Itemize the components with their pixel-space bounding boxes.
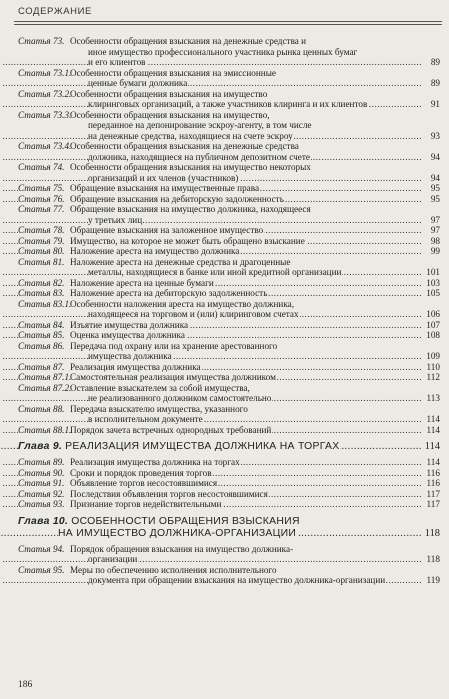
toc-line (18, 478, 440, 489)
toc-entry-label: Статья 86. (18, 340, 65, 351)
toc-entry-label: Статья 75. (18, 183, 65, 193)
toc-entry-title: и его клиентов (88, 57, 146, 67)
toc-entry (18, 478, 440, 489)
toc-line (18, 544, 440, 555)
toc-entry-title: Особенности обращения взыскания на имущество (70, 88, 268, 99)
toc-entry-title: организации (88, 554, 138, 564)
toc-entry-label: Статья 85. (18, 330, 65, 340)
toc-line (18, 299, 440, 310)
toc-entry-label: Статья 76. (18, 193, 65, 204)
toc-entry-title: Объявление торгов несостоявшимися (70, 478, 218, 488)
toc-entry (18, 425, 440, 436)
page-number: 186 (18, 680, 33, 690)
toc-entry-label: Статья 74. (18, 162, 65, 172)
toc-entry (18, 204, 440, 225)
toc-entry-title: Особенности обращения взыскания на денежные средства и (70, 36, 307, 46)
toc-line (18, 183, 440, 194)
toc-entry-label: Статья 73.4. (18, 141, 72, 151)
toc-entry-label: Статья 87.2. (18, 382, 72, 393)
toc-page-number: 101 (426, 267, 440, 277)
toc-line (18, 351, 440, 362)
toc-entry-title: Наложение ареста на дебиторскую задолженность (70, 288, 268, 298)
toc-entry-label: Статья 88.1. (18, 424, 72, 435)
toc-entry-label: Статья 95. (18, 564, 65, 575)
toc-entry (18, 404, 440, 425)
toc-entry (18, 341, 440, 362)
toc-entry-title: Порядок зачета встречных однородных требований (70, 424, 272, 435)
toc-page-number: 108 (426, 330, 440, 340)
toc-line (18, 362, 440, 373)
toc-entry (18, 320, 440, 331)
toc-entry-title: РЕАЛИЗАЦИЯ ИМУЩЕСТВА ДОЛЖНИКА НА ТОРГАХ (65, 441, 340, 452)
toc-page-number: 99 (430, 246, 440, 256)
toc-entry-label: Статья 73.3. (18, 109, 72, 120)
toc-entry-title: Признание торгов недействительными (70, 499, 222, 509)
toc-page-number: 116 (426, 478, 440, 488)
toc-entry-title: Особенности наложения ареста на имущество должника, (70, 298, 295, 309)
toc-line (18, 57, 440, 68)
toc-line (18, 554, 440, 565)
toc-entry-label: Глава 9. (18, 441, 63, 452)
toc-entry (18, 278, 440, 289)
toc-entry-title: Оценка имущества должника (70, 330, 185, 340)
toc-entry-title: ОСОБЕННОСТИ ОБРАЩЕНИЯ ВЗЫСКАНИЯ (71, 515, 300, 527)
toc-page-number: 94 (430, 151, 440, 162)
header-rule-top (14, 21, 442, 22)
toc-entry-label: Статья 84. (18, 319, 65, 330)
toc-entry-title: Реализация имущества должника на торгах (70, 457, 240, 467)
toc-line (18, 236, 440, 247)
toc-entry (18, 110, 440, 142)
toc-entry-title: переданное на депонирование эскроу-агенту, в том числе (88, 120, 312, 130)
toc-line (18, 414, 440, 425)
table-of-contents (18, 36, 440, 586)
toc-entry (18, 372, 440, 383)
toc-line (18, 120, 440, 131)
toc-entry-title: документа при обращении взыскания на имущество должника-организации (88, 575, 386, 585)
toc-entry-label: Статья 83. (18, 288, 65, 298)
toc-line (18, 288, 440, 299)
toc-entry-title: клиринговых организаций, а также участников клиринга и их клиентов (88, 99, 368, 109)
toc-entry-title: Обращение взыскания на имущественные права (70, 183, 260, 193)
toc-entry-title: Особенности обращения взыскания на имущество, (70, 109, 270, 120)
toc-entry (18, 489, 440, 500)
toc-line (18, 499, 440, 510)
toc-page-number: 109 (426, 351, 440, 361)
toc-line (18, 99, 440, 110)
running-header: СОДЕРЖАНИЕ (18, 6, 92, 17)
toc-entry-title: не реализованного должником самостоятельно (88, 393, 272, 403)
toc-entry-label: Статья 79. (18, 235, 65, 246)
toc-entry (18, 68, 440, 89)
toc-entry-label: Статья 90. (18, 467, 65, 478)
toc-entry-title: у третьих лиц (88, 214, 143, 225)
toc-line (18, 36, 440, 47)
toc-line (18, 162, 440, 173)
toc-page-number: 89 (430, 57, 440, 67)
toc-page-number: 95 (430, 193, 440, 204)
toc-line (18, 257, 440, 268)
toc-entry-title: Обращение взыскания на заложенное имущество (70, 225, 264, 235)
toc-line (18, 225, 440, 236)
toc-entry-title: Передача взыскателю имущества, указанного (70, 403, 248, 414)
toc-page-number: 91 (430, 99, 440, 109)
toc-line (18, 393, 440, 404)
toc-entry-title: иное имущество профессионального участника рынка ценных бумаг (88, 46, 358, 57)
toc-entry-label: Статья 83.1. (18, 298, 72, 309)
toc-line (18, 441, 440, 453)
toc-entry (18, 183, 440, 194)
toc-line (18, 489, 440, 500)
toc-entry-title: Самостоятельная реализация имущества должником (70, 372, 276, 382)
toc-entry (18, 225, 440, 236)
toc-entry (18, 362, 440, 373)
toc-line (18, 152, 440, 163)
toc-entry-title: Особенности обращения взыскания на денежные средства (70, 141, 299, 151)
toc-entry-label: Статья 88. (18, 403, 65, 414)
toc-entry-label: Статья 73.1. (18, 67, 72, 78)
toc-entry (18, 236, 440, 247)
toc-line (18, 468, 440, 479)
toc-entry-label: Статья 89. (18, 457, 65, 467)
toc-entry-title: Реализация имущества должника (70, 361, 201, 372)
toc-page-number: 112 (426, 372, 440, 382)
toc-entry-title: Сроки и порядок проведения торгов (70, 467, 212, 478)
toc-entry-title: на денежные средства, находящиеся на счете эскроу (88, 130, 293, 141)
toc-page-number: 114 (426, 414, 440, 424)
toc-page-number: 114 (426, 457, 440, 467)
toc-line (18, 425, 440, 436)
toc-page-number: 107 (426, 319, 440, 330)
toc-entry-title: НА ИМУЩЕСТВО ДОЛЖНИКА-ОРГАНИЗАЦИИ (58, 527, 297, 539)
toc-page-number: 119 (426, 575, 440, 585)
toc-entry (18, 468, 440, 479)
toc-page-number: 103 (426, 277, 440, 288)
toc-line (18, 47, 440, 58)
toc-entry (18, 544, 440, 565)
toc-entry (18, 246, 440, 257)
toc-entry-label: Статья 78. (18, 225, 65, 235)
toc-entry-title: Особенности обращения взыскания на имущество некоторых (70, 162, 311, 172)
toc-entry-title: находящееся на торговом и (или) клиринговом счетах (88, 309, 299, 319)
toc-line (18, 330, 440, 341)
toc-entry (18, 288, 440, 299)
toc-page-number: 93 (430, 130, 440, 141)
toc-page-number: 110 (426, 361, 440, 372)
toc-entry-title: в исполнительном документе (88, 414, 203, 424)
toc-line (18, 173, 440, 184)
toc-entry-title: Порядок обращения взыскания на имущество должника- (70, 543, 294, 554)
toc-line (18, 215, 440, 226)
toc-line (18, 78, 440, 89)
toc-page-number: 118 (424, 527, 440, 539)
toc-entry-title: имущества должника (88, 351, 172, 361)
toc-line (18, 565, 440, 576)
toc-entry (18, 330, 440, 341)
toc-entry (18, 565, 440, 586)
toc-page-number: 97 (430, 214, 440, 225)
toc-line (18, 309, 440, 320)
toc-entry-label: Статья 92. (18, 488, 65, 499)
toc-entry-label: Статья 93. (18, 499, 65, 509)
toc-entry (18, 89, 440, 110)
toc-line (18, 68, 440, 79)
toc-entry-title: Имущество, на которое не может быть обращено взыскание (70, 235, 305, 246)
toc-line (18, 194, 440, 205)
toc-chapter (18, 516, 440, 540)
toc-entry (18, 457, 440, 468)
toc-entry (18, 36, 440, 68)
toc-entry (18, 257, 440, 278)
toc-entry-title: металлы, находящиеся в банке или иной кредитной организации (88, 267, 342, 277)
toc-entry (18, 299, 440, 320)
toc-entry-title: Наложение ареста на денежные средства и драгоценные (70, 256, 291, 267)
toc-entry-title: Последствия объявления торгов несостоявшимися (70, 488, 268, 499)
toc-page-number: 114 (426, 424, 440, 435)
toc-page-number: 106 (426, 309, 440, 319)
toc-entry-title: Наложение ареста на ценные бумаги (70, 277, 214, 288)
toc-page-number: 98 (430, 235, 440, 246)
toc-line (18, 204, 440, 215)
toc-page-number: 97 (430, 225, 440, 235)
toc-entry-title: Особенности обращения взыскания на эмиссионные (70, 67, 276, 78)
toc-entry (18, 499, 440, 510)
toc-line (18, 267, 440, 278)
toc-line (18, 110, 440, 121)
toc-entry-title: Обращение взыскания на дебиторскую задолженность (70, 193, 284, 204)
toc-entry-label: Статья 87.1. (18, 372, 72, 382)
toc-line (18, 528, 440, 540)
toc-entry (18, 383, 440, 404)
toc-line (18, 131, 440, 142)
toc-line (18, 383, 440, 394)
toc-entry-title: должника, находящиеся на публичном депозитном счете (88, 151, 310, 162)
toc-entry-label: Статья 73. (18, 36, 65, 46)
toc-line (18, 89, 440, 100)
toc-page-number: 117 (426, 488, 440, 499)
toc-entry-label: Статья 77. (18, 204, 65, 214)
toc-line (18, 341, 440, 352)
toc-entry-label: Статья 94. (18, 543, 65, 554)
toc-line (18, 457, 440, 468)
toc-line (18, 372, 440, 383)
toc-entry-title: Изъятие имущества должника (70, 319, 189, 330)
toc-entry-label: Статья 81. (18, 256, 65, 267)
toc-entry-title: Передача под охрану или на хранение арестованного (70, 340, 278, 351)
toc-page-number: 118 (426, 554, 440, 564)
toc-page-number: 114 (424, 441, 440, 452)
toc-entry-label: Статья 80. (18, 246, 65, 256)
toc-entry-title: Наложение ареста на имущество должника (70, 246, 240, 256)
toc-entry (18, 141, 440, 162)
toc-page-number: 89 (430, 78, 440, 88)
toc-line (18, 404, 440, 415)
toc-page-number: 105 (426, 288, 440, 298)
toc-entry-title: Оставление взыскателем за собой имущества, (70, 382, 250, 393)
toc-page-number: 95 (430, 183, 440, 193)
toc-entry (18, 194, 440, 205)
toc-line (18, 516, 440, 528)
toc-line (18, 320, 440, 331)
toc-entry-label: Статья 91. (18, 478, 65, 488)
toc-line (18, 575, 440, 586)
toc-entry-label: Глава 10. (18, 515, 69, 527)
toc-chapter (18, 441, 440, 453)
toc-page-number: 94 (430, 172, 440, 183)
toc-entry-label: Статья 73.2. (18, 88, 72, 99)
toc-line (18, 141, 440, 152)
toc-entry-title: Меры по обеспечению исполнения исполнительного (70, 564, 277, 575)
toc-page-number: 113 (426, 393, 440, 403)
toc-entry-title: Обращение взыскания на имущество должника, находящееся (70, 204, 311, 214)
toc-entry-title: ценные бумаги должника (88, 78, 188, 88)
toc-entry (18, 162, 440, 183)
toc-line (18, 278, 440, 289)
toc-entry-label: Статья 82. (18, 277, 65, 288)
toc-page-number: 117 (426, 499, 440, 509)
toc-entry-label: Статья 87. (18, 361, 65, 372)
toc-entry-title: организаций и их членов (участников) (88, 172, 239, 183)
toc-page-number: 116 (426, 467, 440, 478)
toc-line (18, 246, 440, 257)
header-rule-bottom (14, 24, 442, 25)
